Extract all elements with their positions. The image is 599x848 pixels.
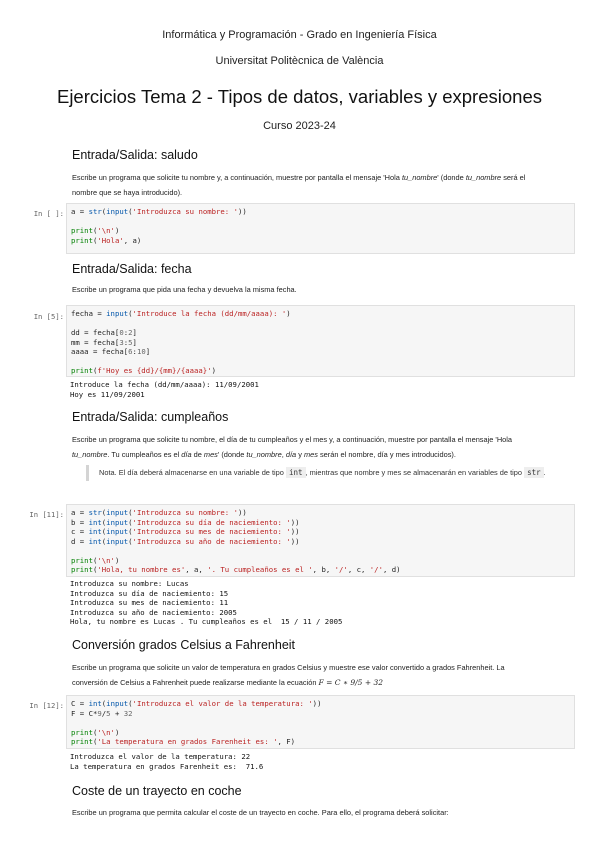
code-cell-4[interactable]: C = int(input('Introduzca el valor de la temperatura: ')) F = C*9/5 + 32 print('\n') print('La temperatura en grados Farenheit es: ', F)	[66, 695, 575, 749]
code-cell-3[interactable]: a = str(input('Introduzca su nombre: ')) b = int(input('Introduzca su día de naciemiento: ')) c = int(input('Introduzca su mes de naciemiento: ')) d = int(input('Introduzca su año de naciemiento: ')) print('\n') print('Hola, tu nombre es', a, '. Tu cumpleaños es el ', b, '/', c, '/', d)	[66, 504, 575, 577]
cell-prompt-1: In [ ]:	[33, 209, 64, 218]
formula: F = C ∗ 9/5 + 32	[318, 678, 384, 687]
paragraph-saludo: Escribe un programa que solicite tu nombre y, a continuación, muestre por pantalla el mensaje 'Hola tu_nombre' (donde tu_nombre será el nombre que se haya introducido).	[72, 173, 526, 197]
section-heading-fecha: Entrada/Salida: fecha	[72, 262, 192, 276]
paragraph-fecha: Escribe un programa que pida una fecha y devuelva la misma fecha.	[72, 285, 297, 294]
paragraph-coche: Escribe un programa que permita calcular el coste de un trayecto en coche. Para ello, el programa deberá solicitar:	[72, 808, 449, 817]
page-title: Ejercicios Tema 2 - Tipos de datos, variables y expresiones	[56, 86, 542, 107]
section-heading-coche: Coste de un trayecto en coche	[72, 784, 242, 798]
note-block: Nota. El día deberá almacenarse en una variable de tipo int , mientras que nombre y mes se almacenarán en variables de tipo str .	[86, 465, 569, 481]
cell-prompt-4: In [12]:	[29, 701, 64, 710]
cell-output-2: Introduce la fecha (dd/mm/aaaa): 11/09/2001 Hoy es 11/09/2001	[70, 380, 259, 399]
inline-code-int: int	[286, 467, 306, 478]
section-heading-saludo: Entrada/Salida: saludo	[72, 148, 198, 162]
paragraph-celsius: Escribe un programa que solicite un valor de temperatura en grados Celsius y muestre ese valor convertido a grados Fahrenheit. La conversión de Celsius a Fahrenheit puede realizarse mediante la ecuación F = C ∗ 9/5 + 32	[72, 663, 505, 687]
institution-line-2: Universitat Politècnica de València	[215, 55, 384, 67]
course-label: Curso 2023-24	[263, 120, 336, 132]
cell-prompt-2: In [5]:	[33, 312, 64, 321]
paragraph-cumpleanos: Escribe un programa que solicite tu nombre, el día de tu cumpleaños y el mes y, a continuación, muestre por pantalla el mensaje 'Hola tu_nombre. Tu cumpleaños es el día de mes' (donde tu_nombre, día y mes serán el nombre, día y mes introducidos).	[72, 435, 513, 459]
cell-prompt-3: In [11]:	[29, 510, 64, 519]
inline-code-str: str	[524, 467, 544, 478]
cell-output-4: Introduzca el valor de la temperatura: 22 La temperatura en grados Farenheit es: 71.6	[70, 752, 264, 771]
institution-line-1: Informática y Programación - Grado en Ingeniería Física	[162, 29, 437, 41]
cell-output-3: Introduzca su nombre: Lucas Introduzca su día de naciemiento: 15 Introduzca su mes de naciemiento: 11 Introduzca su año de naciemiento: 2005 Hola, tu nombre es Lucas . Tu cumpleaños es el 15 / 11 / 2005	[70, 579, 343, 626]
section-heading-cumpleanos: Entrada/Salida: cumpleaños	[72, 410, 229, 424]
code-cell-1[interactable]: a = str(input('Introduzca su nombre: ')) print('\n') print('Hola', a)	[66, 203, 575, 254]
code-cell-2[interactable]: fecha = input('Introduce la fecha (dd/mm/aaaa): ') dd = fecha[0:2] mm = fecha[3:5] aaaa = fecha[6:10] print(f'Hoy es {dd}/{mm}/{aaaa}')	[66, 305, 575, 377]
section-heading-celsius: Conversión grados Celsius a Fahrenheit	[72, 638, 296, 652]
